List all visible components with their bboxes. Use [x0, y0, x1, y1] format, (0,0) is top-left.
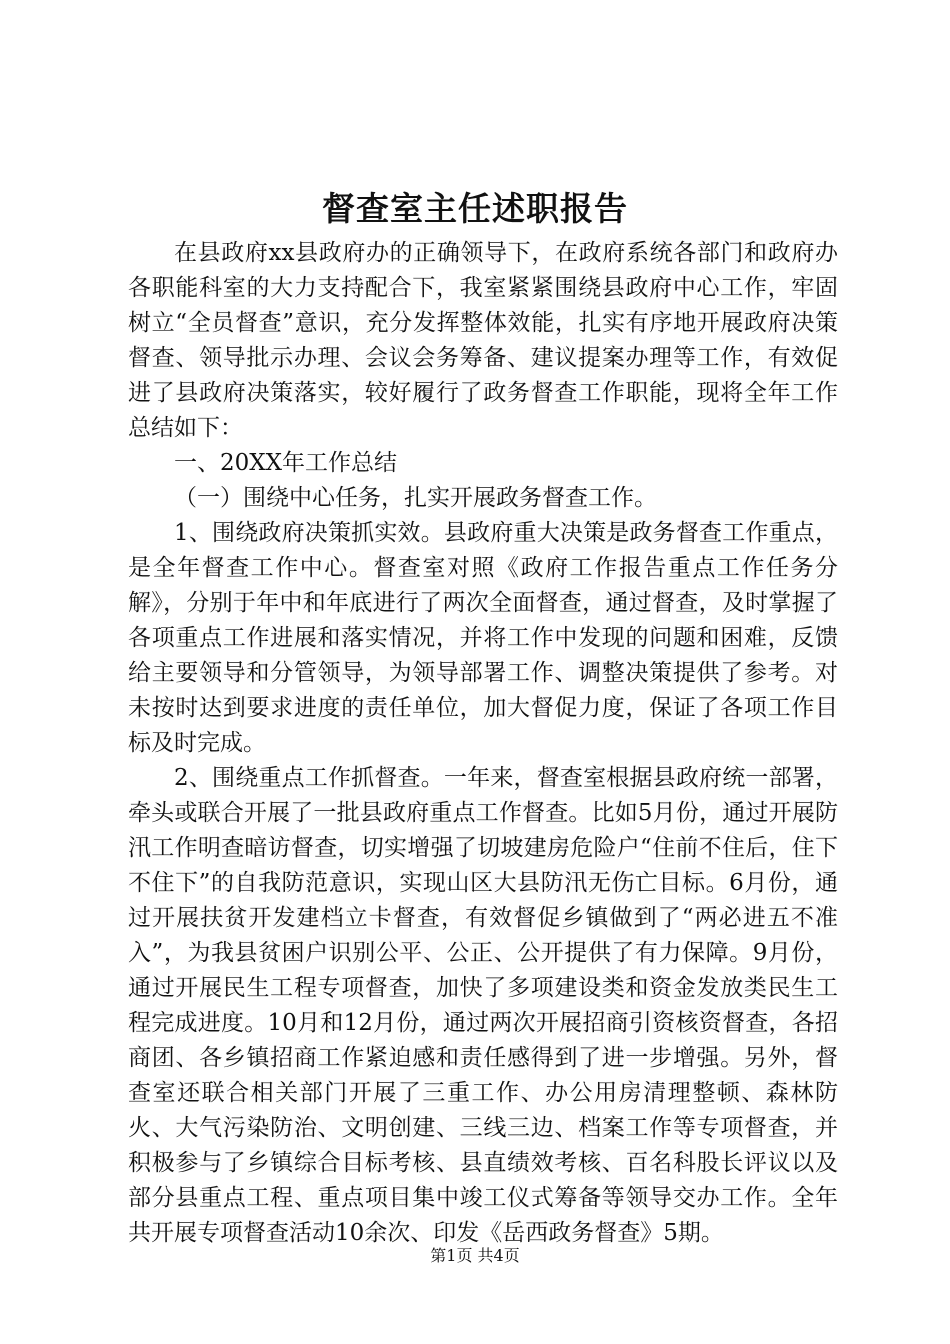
paragraph-item-2: 2、围绕重点工作抓督查。一年来，督查室根据县政府统一部署，牵头或联合开展了一批县政府重点工作督查。比如5月份，通过开展防汛工作明查暗访督查，切实增强了切坡建房危险户“住前不住后，住下不住下”的自我防范意识，实现山区大县防汛无伤亡目标。6月份，通过开展扶贫开发建档立卡督查，有效督促乡镇做到了“两必进五不准入”，为我县贫困户识别公平、公正、公开提供了有力保障。9月份，通过开展民生工程专项督查，加快了多项建设类和资金发放类民生工程完成进度。10月和12月份，通过两次开展招商引资核资督查，各招商团、各乡镇招商工作紧迫感和责任感得到了进一步增强。另外，督查室还联合相关部门开展了三重工作、办公用房清理整顿、森林防火、大气污染防治、文明创建、三线三边、档案工作等专项督查，并积极参与了乡镇综合目标考核、县直绩效考核、百名科股长评议以及部分县重点工程、重点项目集中竣工仪式筹备等领导交办工作。全年共开展专项督查活动10余次、印发《岳西政务督查》5期。	[128, 765, 838, 1246]
paragraph-item-1: 1、围绕政府决策抓实效。县政府重大决策是政务督查工作重点，是全年督查工作中心。督查室对照《政府工作报告重点工作任务分解》，分别于年中和年底进行了两次全面督查，通过督查，及时掌握了各项重点工作进展和落实情况，并将工作中发现的问题和困难，反馈给主要领导和分管领导，为领导部署工作、调整决策提供了参考。对未按时达到要求进度的责任单位，加大督促力度，保证了各项工作目标及时完成。	[128, 520, 838, 756]
document-title: 督查室主任述职报告	[322, 189, 628, 228]
paragraph-intro: 在县政府xx县政府办的正确领导下，在政府系统各部门和政府办各职能科室的大力支持配合下，我室紧紧围绕县政府中心工作，牢固树立“全员督查”意识，充分发挥整体效能，扎实有序地开展政府决策督查、领导批示办理、会议会务筹备、建议提案办理等工作，有效促进了县政府决策落实，较好履行了政务督查工作职能，现将全年工作总结如下：	[128, 240, 838, 441]
page-footer: 第1页 共4页	[430, 1246, 520, 1265]
document-body	[128, 236, 838, 1251]
subsection-heading: （一）围绕中心任务，扎实开展政务督查工作。	[174, 485, 657, 511]
section-heading: 一、20XX年工作总结	[174, 450, 398, 476]
